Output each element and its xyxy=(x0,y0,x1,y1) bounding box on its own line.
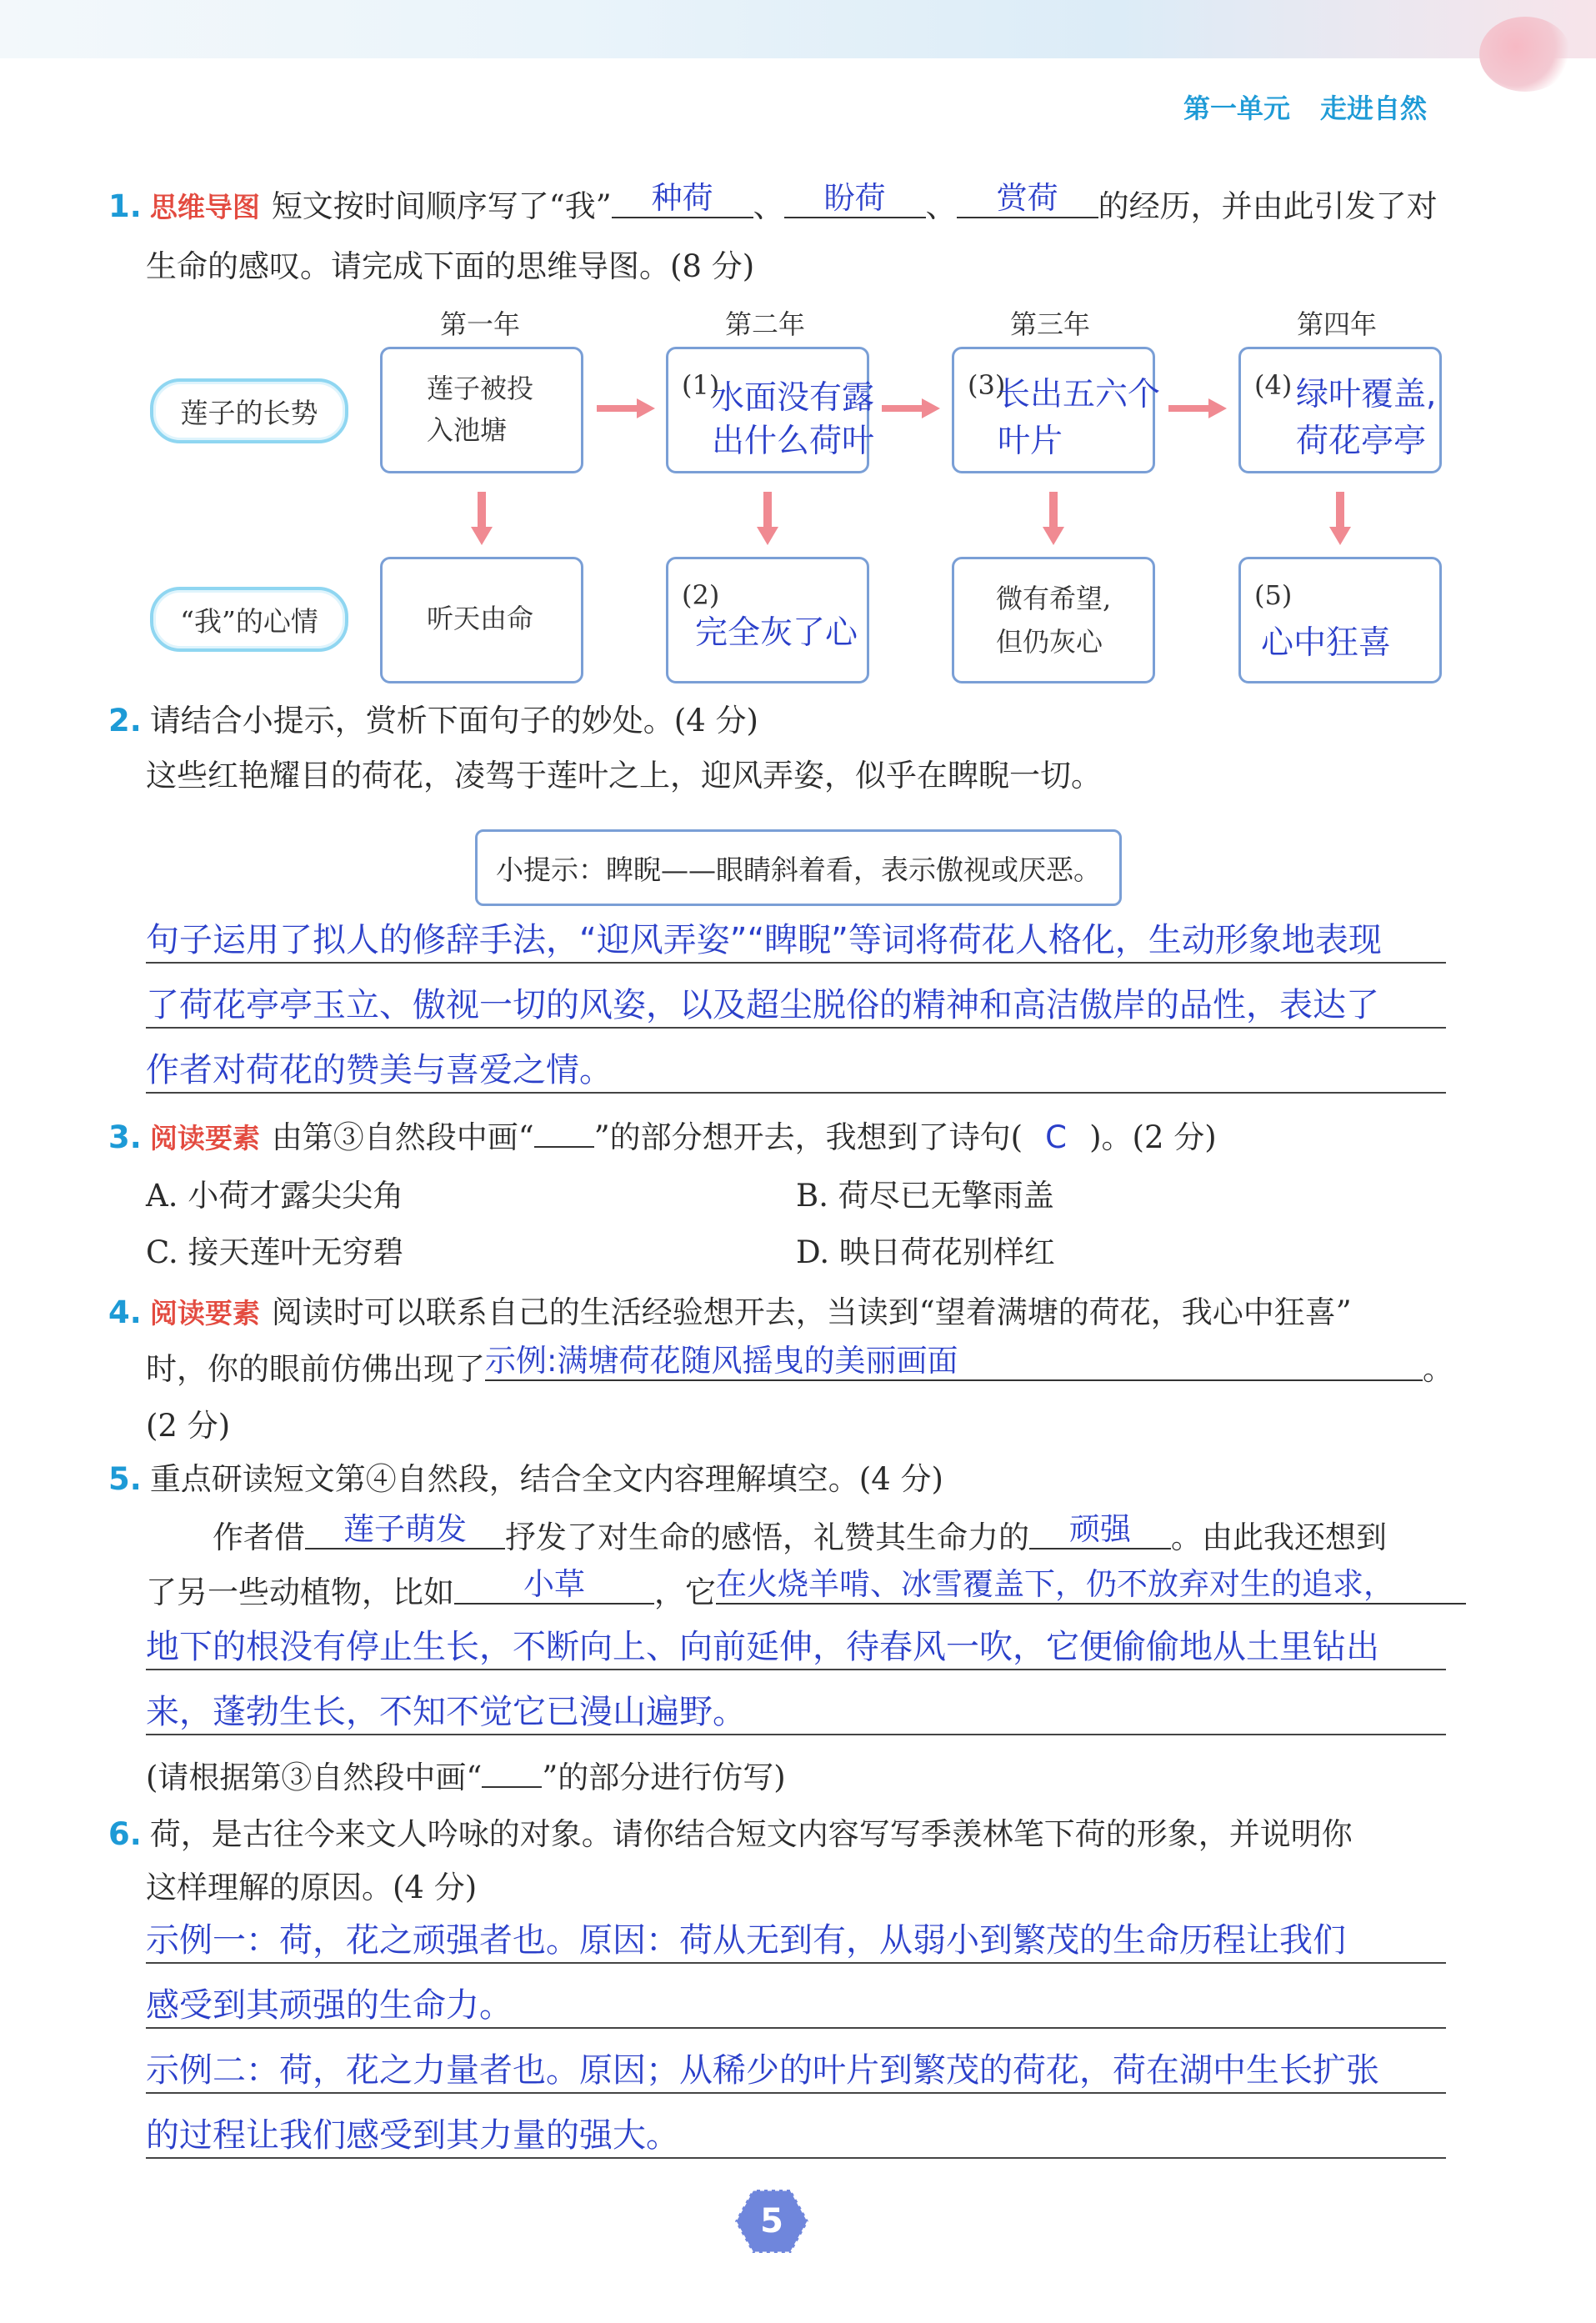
arrow-right-icon xyxy=(597,398,655,418)
arrow-right-icon xyxy=(882,398,940,418)
q6-line1 xyxy=(108,1815,1353,1854)
growth-2-answer1: 水面没有露 xyxy=(712,379,875,417)
growth-1-line1: 莲子被投 xyxy=(427,373,534,404)
q4-line1 xyxy=(108,1294,1352,1333)
q5-p2b: ，它 xyxy=(654,1575,716,1610)
q5-blank-1[interactable]: 莲子萌发 xyxy=(305,1511,505,1550)
q1-sep2: 、 xyxy=(925,188,957,224)
mood-box-2[interactable] xyxy=(666,557,869,683)
q2-answer-line2[interactable]: 了荷花亭亭玉立、傲视一切的风姿，以及超尘脱俗的精神和高洁傲岸的品性，表达了 xyxy=(146,984,1446,1029)
q5-p1c: 。由此我还想到 xyxy=(1171,1519,1387,1555)
hint-box: 小提示：睥睨——眼睛斜着看，表示傲视或厌恶。 xyxy=(475,829,1122,906)
q6-number: 6. xyxy=(108,1816,142,1852)
growth-box-3[interactable] xyxy=(952,347,1161,473)
q3-option-a[interactable]: A. 小荷才露尖尖角 xyxy=(146,1178,404,1214)
arrow-right-icon xyxy=(1168,398,1227,418)
mood-2-answer: 完全灰了心 xyxy=(695,614,858,652)
arrow-down-icon xyxy=(1043,492,1064,545)
page-header xyxy=(1183,88,1427,126)
q6-answer-line1[interactable]: 示例一：荷，花之顽强者也。原因：荷从无到有，从弱小到繁茂的生命历程让我们 xyxy=(146,1919,1446,1964)
growth-3-answer1: 长出五六个 xyxy=(998,376,1161,413)
mood-box-4[interactable] xyxy=(1238,557,1442,683)
growth-3-marker: (3) xyxy=(968,369,1006,401)
arrow-down-icon xyxy=(757,492,778,545)
q4-tag: 阅读要素 xyxy=(149,1297,260,1329)
q4-answer[interactable]: 示例:满塘荷花随风摇曳的美丽画面 xyxy=(485,1343,1423,1381)
growth-3-answer2: 叶片 xyxy=(998,423,1063,460)
q3-text2: ”的部分想开去，我想到了诗句( xyxy=(593,1119,1023,1155)
q3-option-d[interactable]: D. 映日荷花别样红 xyxy=(796,1234,1055,1270)
q3-underline-mark xyxy=(534,1121,594,1148)
q3-option-b[interactable]: B. 荷尽已无擎雨盖 xyxy=(796,1178,1054,1214)
q1-text1: 短文按时间顺序写了“我” xyxy=(271,188,612,224)
growth-4-answer1: 绿叶覆盖, xyxy=(1296,376,1437,413)
growth-1-line2: 入池塘 xyxy=(427,414,508,446)
q5-blank-2[interactable]: 顽强 xyxy=(1029,1511,1171,1550)
q4-line2 xyxy=(146,1343,1453,1389)
q5-number: 5. xyxy=(108,1461,142,1497)
q5-answer-line1[interactable]: 在火烧羊啃、冰雪覆盖下，仍不放弃对生的追求， xyxy=(716,1566,1466,1605)
q2-text: 请结合小提示，赏析下面句子的妙处。(4 分) xyxy=(149,703,758,738)
mood-4-marker: (5) xyxy=(1254,579,1293,611)
q5-underline-mark xyxy=(482,1761,542,1788)
q2-number: 2. xyxy=(108,703,142,738)
growth-2-marker: (1) xyxy=(682,369,720,401)
page-number: 5 xyxy=(760,2202,783,2240)
year-2: 第二年 xyxy=(725,308,806,340)
q4-text2: 时，你的眼前仿佛出现了 xyxy=(146,1351,485,1387)
q3-number: 3. xyxy=(108,1119,142,1155)
q1-line2: 生命的感叹。请完成下面的思维导图。(8 分) xyxy=(146,248,755,284)
q5-answer-line3[interactable]: 来，蓬勃生长，不知不觉它已漫山遍野。 xyxy=(146,1690,1446,1735)
growth-2-answer2: 出什么荷叶 xyxy=(712,423,875,460)
year-3: 第三年 xyxy=(1010,308,1091,340)
q6-answer-line2[interactable]: 感受到其顽强的生命力。 xyxy=(146,1984,1446,2029)
q3-text3: )。(2 分) xyxy=(1089,1119,1217,1155)
q1-tag: 思维导图 xyxy=(149,191,260,223)
q5-p1b: 抒发了对生命的感悟，礼赞其生命力的 xyxy=(505,1519,1029,1555)
q5-answer-line2[interactable]: 地下的根没有停止生长，不断向上、向前延伸，待春风一吹，它便偷偷地从土里钻出 xyxy=(146,1625,1446,1670)
q5-para1 xyxy=(213,1511,1387,1558)
mood-3-line1: 微有希望, xyxy=(996,583,1112,614)
q4-number: 4. xyxy=(108,1294,142,1330)
q5-line1 xyxy=(108,1460,943,1499)
q5-note xyxy=(146,1759,786,1797)
mood-box-3 xyxy=(952,557,1155,683)
year-4: 第四年 xyxy=(1297,308,1378,340)
mood-2-marker: (2) xyxy=(682,579,720,611)
q6-answer-line4[interactable]: 的过程让我们感受到其力量的强大。 xyxy=(146,2114,1446,2159)
arrow-down-icon xyxy=(471,492,493,545)
q3-line1 xyxy=(108,1119,1217,1158)
topic-label: 走进自然 xyxy=(1320,93,1428,124)
page-number-badge xyxy=(733,2188,810,2255)
mood-4-answer: 心中狂喜 xyxy=(1261,624,1392,662)
top-decoration xyxy=(0,0,1596,58)
q4-end: 。 xyxy=(1423,1351,1453,1387)
growth-box-4[interactable] xyxy=(1238,347,1442,473)
mood-1-text: 听天由命 xyxy=(427,603,534,634)
growth-4-marker: (4) xyxy=(1254,369,1293,401)
q1-number: 1. xyxy=(108,188,142,224)
year-1: 第一年 xyxy=(440,308,521,340)
q3-text1: 由第③自然段中画“ xyxy=(271,1119,534,1155)
q5-note1: (请根据第③自然段中画“ xyxy=(146,1760,483,1795)
q6-text1: 荷，是古往今来文人吟咏的对象。请你结合短文内容写写季羡林笔下荷的形象，并说明你 xyxy=(149,1816,1353,1852)
q5-text: 重点研读短文第④自然段，结合全文内容理解填空。(4 分) xyxy=(149,1461,943,1497)
q2-sentence: 这些红艳耀目的荷花，凌驾于莲叶之上，迎风弄姿，似乎在睥睨一切。 xyxy=(146,758,1102,794)
growth-box-1 xyxy=(380,347,583,473)
row-label-mood: “我”的心情 xyxy=(150,587,348,652)
unit-label: 第一单元 xyxy=(1183,93,1291,124)
q4-text1: 阅读时可以联系自己的生活经验想开去，当读到“望着满塘的荷花，我心中狂喜” xyxy=(271,1294,1352,1330)
q3-option-c[interactable]: C. 接天莲叶无穷碧 xyxy=(146,1234,404,1270)
mood-3-line2: 但仍灰心 xyxy=(996,626,1103,658)
q5-para2 xyxy=(146,1566,1466,1613)
growth-4-answer2: 荷花亭亭 xyxy=(1296,423,1427,460)
mood-box-1 xyxy=(380,557,583,683)
q5-p2a: 了另一些动植物，比如 xyxy=(146,1575,454,1610)
q1-line1 xyxy=(108,180,1438,227)
q5-note2: ”的部分进行仿写) xyxy=(542,1760,786,1795)
q1-blank-1[interactable]: 种荷 xyxy=(612,180,753,218)
row-label-growth: 莲子的长势 xyxy=(150,378,348,443)
q2-line1 xyxy=(108,702,758,740)
q1-sep1: 、 xyxy=(753,188,784,224)
q1-blank-2[interactable]: 盼荷 xyxy=(784,180,926,218)
q2-answer-line1[interactable]: 句子运用了拟人的修辞手法，“迎风弄姿”“睥睨”等词将荷花人格化，生动形象地表现 xyxy=(146,919,1446,964)
q1-text2: 的经历，并由此引发了对 xyxy=(1098,188,1438,224)
corner-decoration xyxy=(1479,17,1571,92)
q3-tag: 阅读要素 xyxy=(149,1122,260,1154)
q3-answer[interactable]: C xyxy=(1045,1119,1068,1155)
q4-score: (2 分) xyxy=(146,1408,231,1444)
q1-blank-3[interactable]: 赏荷 xyxy=(957,180,1098,218)
q2-answer-line3[interactable]: 作者对荷花的赞美与喜爱之情。 xyxy=(146,1049,1446,1094)
q5-blank-3[interactable]: 小草 xyxy=(454,1566,654,1605)
growth-box-2[interactable] xyxy=(666,347,875,473)
q6-answer-line3[interactable]: 示例二：荷，花之力量者也。原因；从稀少的叶片到繁茂的荷花，荷在湖中生长扩张 xyxy=(146,2049,1446,2094)
q6-line2: 这样理解的原因。(4 分) xyxy=(146,1870,478,1905)
arrow-down-icon xyxy=(1329,492,1351,545)
q5-p1a: 作者借 xyxy=(213,1519,305,1555)
